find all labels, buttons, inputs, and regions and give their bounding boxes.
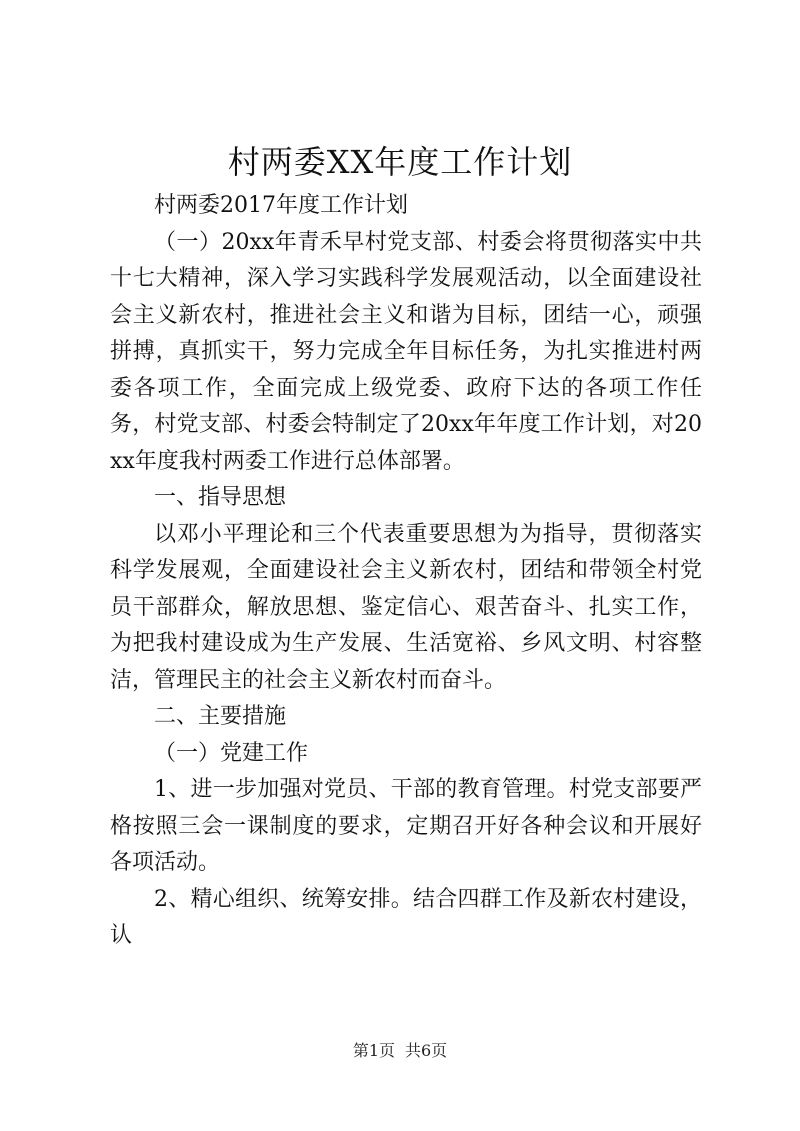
- page-number-current: 第1页: [352, 1041, 395, 1060]
- intro-paragraph: （一）20xx年青禾早村党支部、村委会将贯彻落实中共十七大精神，深入学习实践科学发展观活动，以全面建设社会主义新农村，推进社会主义和谐为目标，团结一心，顽强拼搏，真抓实干，努力完成全年目标任务，为扎实推进村两委各项工作，全面完成上级党委、政府下达的各项工作任务，村党支部、村委会特制定了20xx年年度工作计划，对20xx年度我村两委工作进行总体部署。: [110, 229, 702, 474]
- measure-item-2: 2、精心组织、统筹安排。结合四群工作及新农村建设，认: [110, 886, 702, 948]
- guiding-thought-paragraph: 以邓小平理论和三个代表重要思想为为指导，贯彻落实科学发展观，全面建设社会主义新农村，团结和带领全村党员干部群众，解放思想、鉴定信心、艰苦奋斗、扎实工作，为把我村建设成为生产发展、生活宽裕、乡风文明、村容整洁，管理民主的社会主义新农村而奋斗。: [110, 521, 702, 693]
- subsection-heading-party-building: （一）党建工作: [154, 740, 309, 766]
- section-heading-guiding-thought: 一、指导思想: [154, 485, 287, 510]
- section-heading-main-measures: 二、主要措施: [154, 704, 287, 729]
- document-body: [110, 188, 702, 955]
- page-footer: [0, 1040, 800, 1062]
- measure-item-1: 1、进一步加强对党员、干部的教育管理。村党支部要严格按照三会一课制度的要求，定期召开好各种会议和开展好各项活动。: [110, 777, 702, 875]
- subtitle-line: 村两委2017年度工作计划: [154, 193, 408, 218]
- page-number-total: 共6页: [405, 1041, 448, 1060]
- document-title: 村两委XX年度工作计划: [227, 143, 573, 181]
